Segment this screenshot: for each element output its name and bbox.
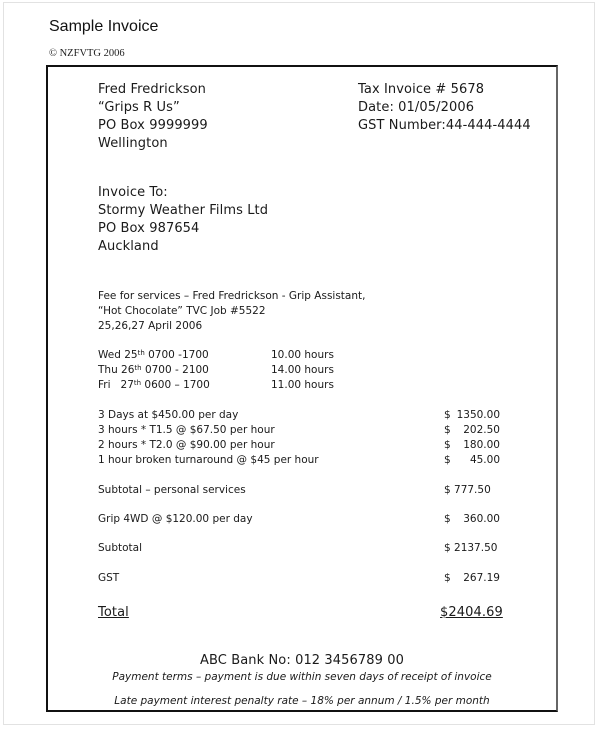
tax-invoice-number: Tax Invoice # 5678 — [358, 82, 485, 97]
gst-number: GST Number:44-444-4444 — [358, 118, 531, 133]
work-days — [98, 348, 210, 393]
charge-amount: 45.00 — [469, 454, 500, 466]
currency-symbol: $ — [444, 454, 451, 466]
service-description — [98, 289, 365, 334]
document-title: Sample Invoice — [49, 18, 159, 35]
charge-description: 2 hours * T2.0 @ $90.00 per hour — [98, 439, 275, 451]
description-line: “Hot Chocolate” TVC Job #5522 — [98, 305, 266, 317]
day-label: Fri 27 — [98, 379, 134, 391]
hours-value: 11.00 hours — [271, 379, 334, 391]
charges-amounts — [450, 408, 500, 468]
charge-amount: 180.00 — [463, 439, 500, 451]
sender-name: Fred Fredrickson — [98, 82, 207, 97]
day-suffix: th — [137, 349, 145, 357]
charge-description: 3 Days at $450.00 per day — [98, 409, 239, 421]
day-time: 0700 -1700 — [144, 349, 209, 361]
subtotal-value: $ 2137.50 — [444, 542, 498, 554]
grip-currency: $ — [444, 513, 451, 525]
day-suffix: th — [133, 379, 142, 387]
gst-label: GST — [98, 572, 120, 584]
day-time: 0600 – 1700 — [141, 379, 210, 391]
total-label: Total — [98, 605, 129, 620]
currency-symbol: $ — [444, 409, 451, 421]
day-label: Thu 26 — [98, 364, 135, 376]
sender-po-box: PO Box 9999999 — [98, 118, 208, 133]
recipient-company: Stormy Weather Films Ltd — [98, 203, 269, 218]
description-line: 25,26,27 April 2006 — [98, 320, 203, 332]
description-line: Fee for services – Fred Fredrickson - Grip Assistant, — [98, 290, 366, 302]
copyright-notice: © NZFVTG 2006 — [49, 48, 125, 59]
day-row — [98, 363, 210, 378]
charge-description: 1 hour broken turnaround @ $45 per hour — [98, 454, 319, 466]
subtotal-personal-label: Subtotal – personal services — [98, 484, 246, 496]
penalty-rate: Late payment interest penalty rate – 18% per annum / 1.5% per month — [114, 695, 490, 707]
charge-amount: 202.50 — [463, 424, 500, 436]
hours-value: 14.00 hours — [271, 364, 334, 376]
invoice-date: Date: 01/05/2006 — [358, 100, 475, 115]
charges-descriptions — [98, 408, 319, 468]
day-label: Wed 25 — [98, 349, 138, 361]
gst-currency: $ — [444, 572, 451, 584]
charge-amount: 1350.00 — [456, 409, 500, 421]
recipient-block — [98, 184, 268, 256]
currency-symbol: $ — [444, 439, 451, 451]
recipient-po-box: PO Box 987654 — [98, 221, 200, 236]
day-time: 0700 - 2100 — [141, 364, 209, 376]
day-row — [98, 348, 210, 363]
currency-symbol: $ — [444, 424, 451, 436]
grip-amount: 360.00 — [463, 513, 500, 525]
payment-terms: Payment terms – payment is due within seven days of receipt of invoice — [112, 671, 492, 683]
day-suffix: th — [134, 364, 142, 372]
work-hours — [271, 348, 334, 393]
subtotal-label: Subtotal — [98, 542, 142, 554]
sender-company: “Grips R Us” — [98, 100, 180, 115]
sender-city: Wellington — [98, 136, 168, 151]
day-row — [98, 378, 210, 393]
charge-description: 3 hours * T1.5 @ $67.50 per hour — [98, 424, 275, 436]
grip-label: Grip 4WD @ $120.00 per day — [98, 513, 253, 525]
total-value: $2404.69 — [440, 605, 503, 620]
invoice-to-label: Invoice To: — [98, 185, 168, 200]
sender-block — [98, 81, 208, 153]
bank-account: ABC Bank No: 012 3456789 00 — [200, 653, 404, 668]
hours-value: 10.00 hours — [271, 349, 334, 361]
recipient-city: Auckland — [98, 239, 159, 254]
subtotal-personal-value: $ 777.50 — [444, 484, 491, 496]
gst-amount: 267.19 — [463, 572, 500, 584]
invoice-meta — [358, 81, 531, 135]
